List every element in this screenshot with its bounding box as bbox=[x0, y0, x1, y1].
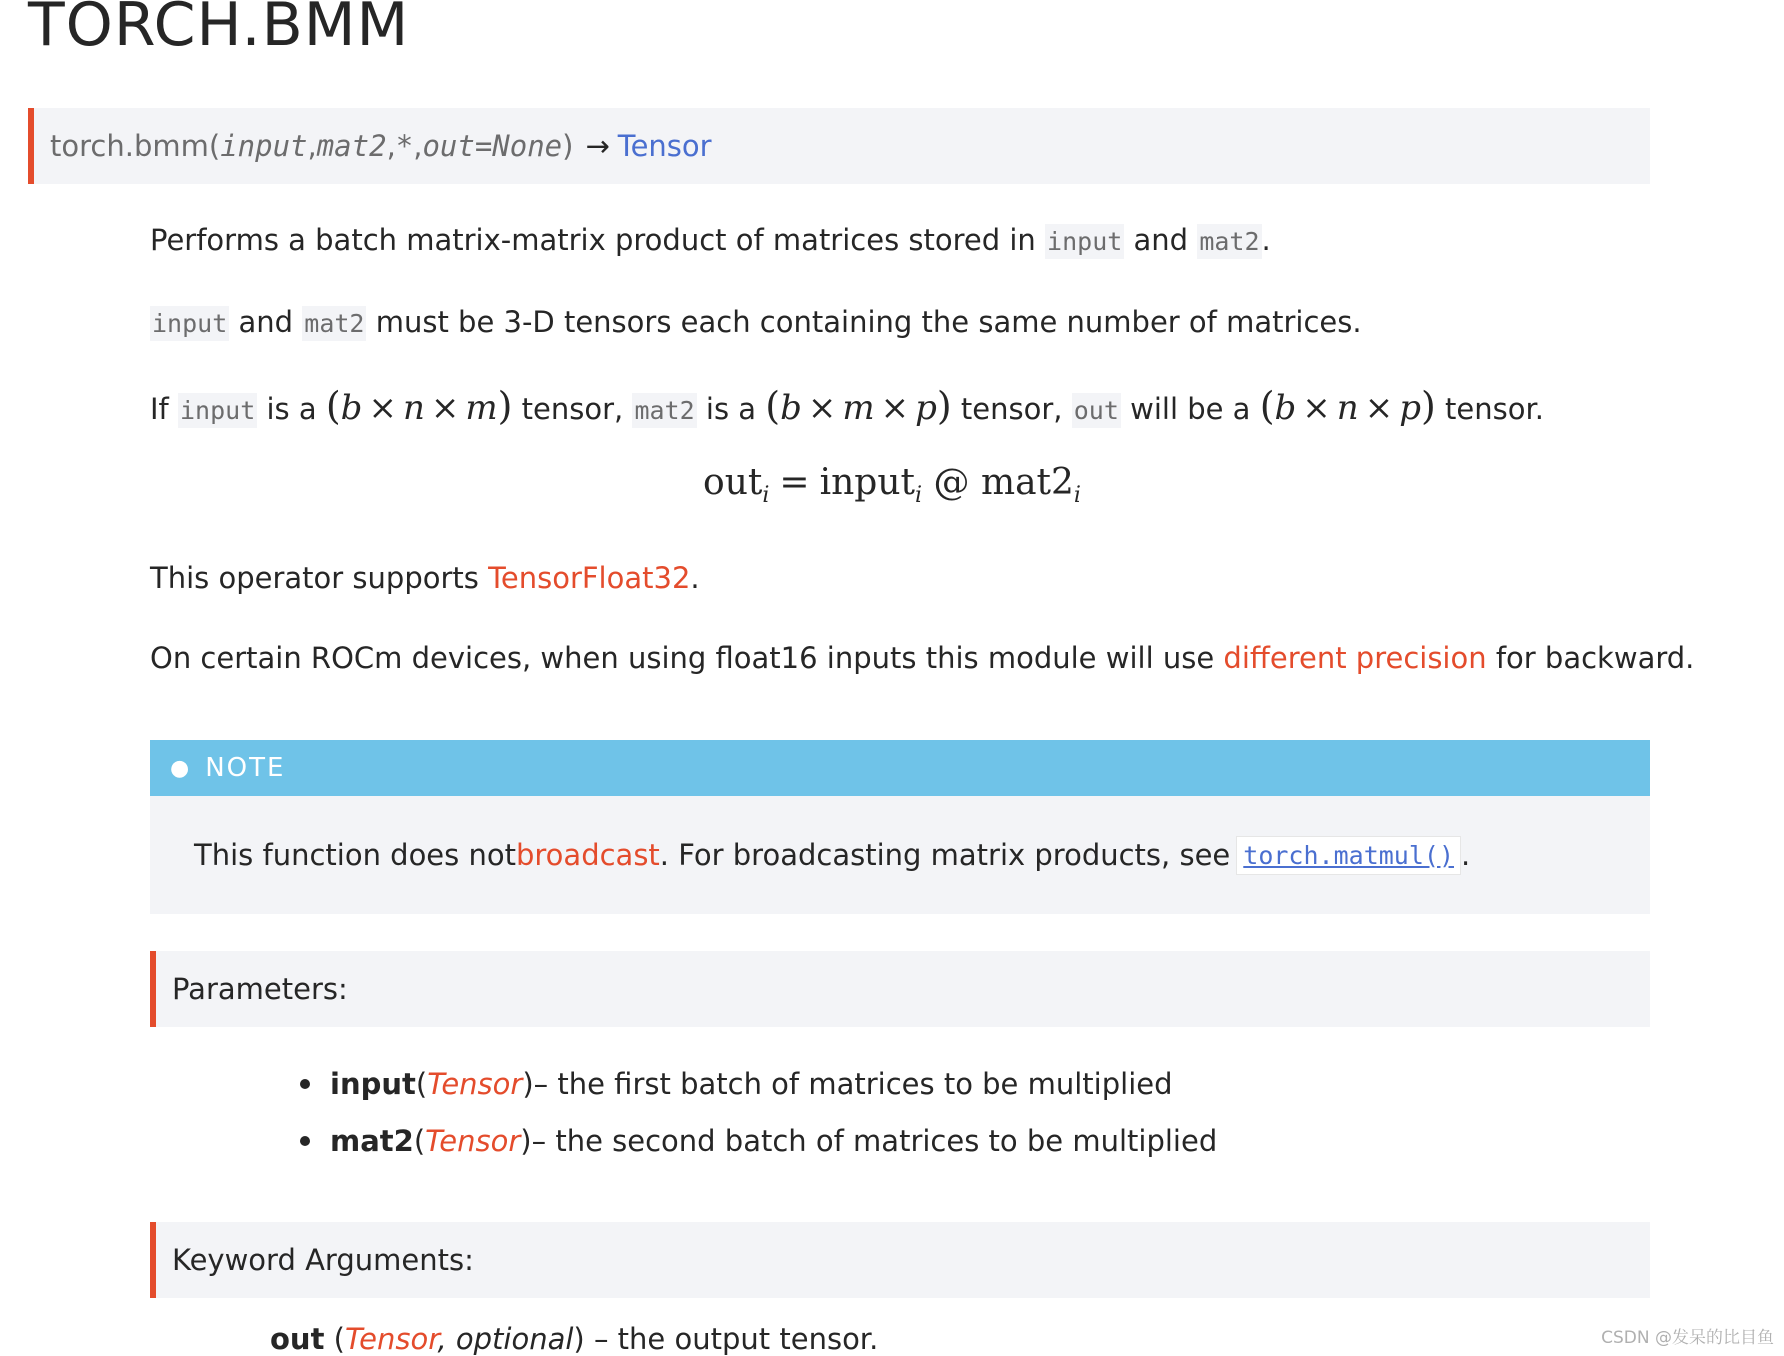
param-description: – the second batch of matrices to be multiplied bbox=[531, 1123, 1218, 1158]
note-title: NOTE bbox=[205, 753, 286, 783]
bullet-icon bbox=[300, 1079, 310, 1089]
math-var: b bbox=[780, 388, 802, 428]
text: tensor, bbox=[512, 392, 633, 426]
math-times: × bbox=[807, 388, 837, 428]
keyword-argument-out bbox=[270, 1322, 878, 1356]
inline-code-mat2: mat2 bbox=[1197, 224, 1261, 259]
text: This operator supports bbox=[150, 561, 489, 595]
description-paragraph-2 bbox=[150, 304, 1362, 342]
math-paren: ( bbox=[1259, 384, 1275, 428]
note-box bbox=[150, 740, 1650, 914]
text: for backward. bbox=[1486, 641, 1695, 675]
inline-code-input: input bbox=[150, 306, 229, 341]
signature-separator: , bbox=[386, 129, 396, 163]
formula-subscript: i bbox=[914, 483, 923, 509]
math-shape-out bbox=[1259, 384, 1436, 428]
text: . bbox=[1461, 838, 1471, 872]
text: . For broadcasting matrix products, see bbox=[659, 838, 1231, 872]
math-shape-mat2 bbox=[765, 384, 952, 428]
return-type-link[interactable]: Tensor bbox=[617, 129, 712, 163]
param-type-link[interactable]: Tensor bbox=[344, 1322, 438, 1356]
signature-param-out: out=None bbox=[422, 129, 563, 163]
text: On certain ROCm devices, when using float16 inputs this module will use bbox=[150, 641, 1224, 675]
param-name: input bbox=[330, 1066, 416, 1101]
formula-subscript: i bbox=[762, 483, 770, 509]
page-title: TORCH.BMM bbox=[28, 0, 410, 60]
broadcast-link[interactable]: broadcast bbox=[515, 838, 660, 872]
signature-param-star: * bbox=[395, 129, 414, 163]
text: tensor, bbox=[951, 392, 1072, 426]
inline-code-mat2: mat2 bbox=[302, 306, 366, 341]
math-var: b bbox=[340, 388, 363, 428]
text: ) bbox=[573, 1322, 585, 1356]
description-paragraph-5 bbox=[150, 640, 1694, 678]
signature-open-paren: ( bbox=[208, 129, 221, 163]
math-paren: ( bbox=[325, 384, 341, 428]
param-name: out bbox=[270, 1322, 325, 1356]
math-formula bbox=[0, 462, 1784, 508]
text: must be 3-D tensors each containing the same number of matrices. bbox=[366, 305, 1362, 339]
text: ( bbox=[413, 1123, 426, 1158]
math-var: p bbox=[1399, 388, 1421, 428]
inline-code-out: out bbox=[1072, 393, 1121, 428]
text: ( bbox=[324, 1322, 345, 1356]
math-times: × bbox=[1302, 388, 1331, 428]
param-description: – the output tensor. bbox=[584, 1322, 879, 1356]
description-paragraph-1 bbox=[150, 222, 1271, 260]
signature-separator: , bbox=[413, 129, 423, 163]
text: is a bbox=[696, 392, 766, 426]
keyword-arguments-header: Keyword Arguments: bbox=[150, 1222, 1650, 1298]
math-paren: ) bbox=[936, 384, 952, 428]
function-signature bbox=[28, 108, 1650, 184]
math-var: n bbox=[402, 388, 425, 428]
math-times: × bbox=[880, 388, 910, 428]
math-var: b bbox=[1274, 388, 1297, 428]
math-times: × bbox=[430, 388, 460, 428]
bullet-icon bbox=[300, 1136, 310, 1146]
formula-lhs: out bbox=[703, 462, 763, 503]
different-precision-link[interactable]: different precision bbox=[1223, 641, 1487, 675]
list-item bbox=[300, 1112, 1217, 1169]
signature-param-input: input bbox=[220, 129, 308, 163]
math-paren: ) bbox=[497, 384, 513, 428]
formula-equals: = bbox=[779, 462, 810, 503]
signature-param-mat2: mat2 bbox=[316, 129, 387, 163]
math-var: m bbox=[842, 388, 875, 428]
formula-subscript: i bbox=[1073, 483, 1081, 509]
text: ) bbox=[522, 1066, 534, 1101]
parameters-list bbox=[300, 1055, 1217, 1169]
description-paragraph-4 bbox=[150, 560, 700, 598]
param-type-link[interactable]: Tensor bbox=[427, 1066, 523, 1101]
formula-matmul-operator: @ bbox=[933, 462, 970, 503]
bullet-icon: ● bbox=[170, 755, 192, 781]
text: If bbox=[150, 392, 178, 426]
math-times: × bbox=[368, 388, 397, 428]
text: . bbox=[1261, 223, 1271, 257]
param-type-link[interactable]: Tensor bbox=[425, 1123, 521, 1158]
inline-code-input: input bbox=[1045, 224, 1124, 259]
math-paren: ) bbox=[1420, 384, 1436, 428]
param-name: mat2 bbox=[330, 1123, 414, 1158]
inline-code-input: input bbox=[178, 393, 257, 428]
return-arrow: → bbox=[585, 129, 610, 163]
param-optional: , optional bbox=[437, 1322, 574, 1356]
text: This function does not bbox=[194, 838, 516, 872]
math-times: × bbox=[1364, 388, 1394, 428]
text: and bbox=[229, 305, 303, 339]
signature-close-paren: ) bbox=[562, 129, 574, 163]
text: . bbox=[690, 561, 700, 595]
text: ( bbox=[415, 1066, 428, 1101]
description-paragraph-3 bbox=[150, 382, 1544, 431]
signature-function-name: torch.bmm bbox=[50, 129, 209, 163]
torch-matmul-link[interactable]: torch.matmul() bbox=[1236, 836, 1461, 875]
math-shape-input bbox=[325, 384, 513, 428]
text: and bbox=[1124, 223, 1198, 257]
formula-input: input bbox=[819, 462, 915, 503]
tensorfloat32-link[interactable]: TensorFloat32 bbox=[488, 561, 691, 595]
text: Performs a batch matrix-matrix product of matrices stored in bbox=[150, 223, 1046, 257]
list-item bbox=[300, 1055, 1217, 1112]
text: ) bbox=[520, 1123, 532, 1158]
math-var: p bbox=[915, 388, 937, 428]
parameters-header: Parameters: bbox=[150, 951, 1650, 1027]
watermark: CSDN @发呆的比目鱼 bbox=[1601, 1328, 1774, 1348]
text: will be a bbox=[1120, 392, 1260, 426]
text: is a bbox=[257, 392, 326, 426]
note-header bbox=[150, 740, 1650, 796]
param-description: – the first batch of matrices to be multiplied bbox=[533, 1066, 1173, 1101]
text: tensor. bbox=[1435, 392, 1544, 426]
formula-mat2: mat2 bbox=[980, 462, 1074, 503]
math-paren: ( bbox=[765, 384, 781, 428]
note-body bbox=[150, 796, 1650, 914]
inline-code-mat2: mat2 bbox=[632, 393, 696, 428]
math-var: n bbox=[1336, 388, 1359, 428]
signature-separator: , bbox=[307, 129, 317, 163]
math-var: m bbox=[465, 388, 498, 428]
